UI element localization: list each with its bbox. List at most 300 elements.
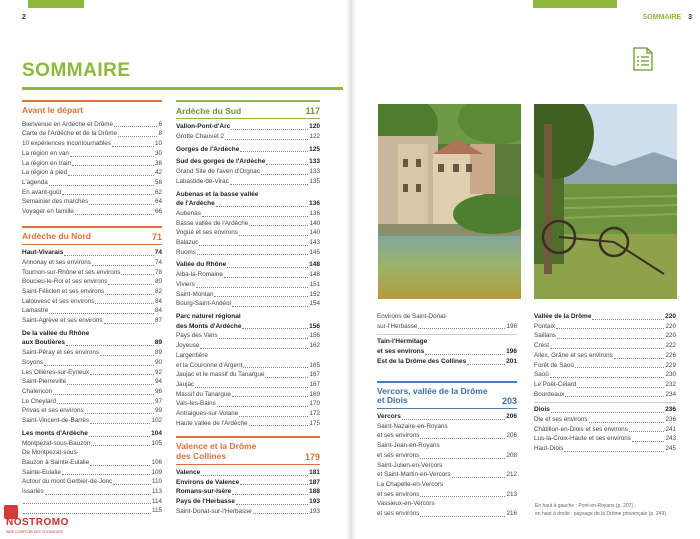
toc-entry[interactable] xyxy=(534,444,676,454)
section-vercors xyxy=(377,381,517,519)
toc-entry-title: Viviers xyxy=(176,280,195,288)
toc-entry[interactable] xyxy=(176,487,320,497)
toc-entry-page: 193 xyxy=(309,498,320,506)
toc-entry-page: 140 xyxy=(309,229,320,237)
section-ardeche-du-sud xyxy=(176,100,320,428)
toc-entry-page: 229 xyxy=(665,361,676,369)
toc-entry-page: 167 xyxy=(309,380,320,388)
photo-pont-en-royans xyxy=(378,104,521,299)
toc-entry-title: 10 expériences incontournables xyxy=(22,140,111,148)
toc-leader-dots xyxy=(266,164,308,165)
toc-entry[interactable] xyxy=(176,270,320,280)
toc-entry-page: 206 xyxy=(506,413,517,421)
top-color-bar xyxy=(533,0,617,8)
toc-leader-dots xyxy=(108,284,154,285)
page-title: SOMMAIRE xyxy=(22,60,131,81)
toc-entry-page: 236 xyxy=(665,406,676,414)
toc-leader-dots xyxy=(104,323,154,324)
nostromo-logo xyxy=(4,505,78,537)
toc-entry-title: Labastide-de-Virac xyxy=(176,177,229,185)
toc-entry-title: Massif du Tanargue xyxy=(176,390,231,398)
running-header-label: SOMMAIRE xyxy=(642,14,682,21)
section-avant-le-depart xyxy=(22,100,162,217)
toc-entry-page: 90 xyxy=(154,358,162,366)
toc-leader-dots xyxy=(249,225,308,226)
toc-entry-title: Lamastre xyxy=(22,307,49,315)
toc-entry[interactable] xyxy=(176,228,320,238)
toc-entry-title: Basse vallée de l'Ardèche xyxy=(176,219,249,227)
toc-entry[interactable] xyxy=(176,390,320,400)
toc-entry[interactable] xyxy=(176,219,320,229)
toc-entry-page: 120 xyxy=(309,123,320,131)
toc-entry[interactable] xyxy=(534,370,676,380)
toc-leader-dots xyxy=(75,214,154,215)
toc-entry[interactable] xyxy=(377,322,517,332)
toc-entry[interactable] xyxy=(176,280,320,290)
toc-entry[interactable] xyxy=(534,361,676,371)
toc-entry[interactable] xyxy=(22,348,162,358)
toc-entry-page: 64 xyxy=(154,198,162,206)
toc-entry-title: Vallée du Rhône xyxy=(176,261,227,269)
toc-entry[interactable] xyxy=(534,322,676,332)
toc-entry[interactable] xyxy=(377,470,517,480)
toc-entry[interactable] xyxy=(176,478,320,488)
toc-entry[interactable] xyxy=(176,248,320,258)
title-rule xyxy=(22,87,343,90)
toc-entry-title: des Monts d'Ardèche xyxy=(176,322,242,330)
toc-leader-dots xyxy=(242,328,308,329)
toc-entry-page: 172 xyxy=(309,410,320,418)
toc-entry-page: 206 xyxy=(506,432,517,440)
toc-entry-page: 110 xyxy=(151,478,162,486)
toc-entry[interactable]: De Montpezat-sous- xyxy=(22,449,79,457)
toc-leader-dots xyxy=(232,494,308,495)
toc-leader-dots xyxy=(232,396,309,397)
toc-entry[interactable] xyxy=(534,380,676,390)
toc-leader-dots xyxy=(214,296,308,297)
toc-entry-title: Est de la Drôme des Collines xyxy=(377,357,467,365)
toc-entry-page: 208 xyxy=(506,451,517,459)
toc-leader-dots xyxy=(201,475,308,476)
toc-entry-title: de l'Ardèche xyxy=(176,200,215,208)
toc-entry[interactable] xyxy=(22,429,162,439)
toc-entry-title: Grotte Chauvet 2 xyxy=(176,133,224,141)
toc-entry-title: Gorges de l'Ardèche xyxy=(176,145,240,153)
toc-entry-page: 106 xyxy=(151,458,162,466)
toc-entry-title: Jaujac et le massif du Tanargue xyxy=(176,371,265,379)
toc-entry[interactable] xyxy=(377,412,517,422)
toc-leader-dots xyxy=(113,484,151,485)
toc-entry[interactable]: Aubenas et la basse vallée xyxy=(176,190,259,198)
toc-leader-dots xyxy=(200,348,308,349)
toc-entry[interactable] xyxy=(176,199,320,209)
toc-entry-page: 113 xyxy=(151,488,162,496)
toc-leader-dots xyxy=(45,494,151,495)
toc-entry[interactable] xyxy=(22,416,162,426)
toc-entry-title: Pontaix xyxy=(534,322,556,330)
toc-entry[interactable]: Vassieux-en-Vercors xyxy=(377,500,435,508)
toc-entry[interactable] xyxy=(176,209,320,219)
toc-entry[interactable]: Environs de Saint-Donat- xyxy=(377,313,448,320)
toc-entry-title: Diois xyxy=(534,406,550,414)
toc-leader-dots xyxy=(614,358,665,359)
toc-entry[interactable] xyxy=(22,358,162,368)
toc-entry[interactable] xyxy=(534,390,676,400)
toc-entry-page: 105 xyxy=(151,439,162,447)
toc-entry[interactable] xyxy=(176,370,320,380)
photo-caption: En haut à gauche : Pont-en-Royans (p. 207) ; en haut à droite : paysage de la Drôme provençale (p. 249). xyxy=(535,503,668,517)
logo-subtitle: WEB COMPTOIR DES VOYAGEURS xyxy=(6,530,63,534)
toc-entry-page: 96 xyxy=(154,387,162,395)
toc-entry[interactable] xyxy=(176,145,320,155)
toc-entry-page: 104 xyxy=(151,429,162,437)
toc-entry-page: 136 xyxy=(309,200,320,208)
toc-entry[interactable] xyxy=(534,331,676,341)
toc-entry[interactable] xyxy=(534,341,676,351)
toc-entry-page: 156 xyxy=(309,322,320,330)
toc-entry[interactable] xyxy=(22,368,162,378)
toc-leader-dots xyxy=(227,267,308,268)
toc-leader-dots xyxy=(239,235,309,236)
toc-entry[interactable] xyxy=(176,290,320,300)
toc-entry-page: 78 xyxy=(154,268,162,276)
toc-entry[interactable] xyxy=(22,377,162,387)
toc-entry[interactable] xyxy=(22,248,162,258)
toc-entry[interactable] xyxy=(534,351,676,361)
toc-entry-page: 201 xyxy=(506,357,517,365)
toc-entry-title: Alba-la-Romaine xyxy=(176,271,223,279)
toc-entry-title: et Saint-Martin-en-Vercors xyxy=(377,471,451,479)
toc-entry-title: Crest xyxy=(534,342,550,350)
toc-leader-dots xyxy=(231,129,308,130)
toc-entry-title: aux Boutières xyxy=(22,339,65,347)
toc-entry-page: 143 xyxy=(309,239,320,247)
toc-leader-dots xyxy=(72,165,154,166)
section-heading: Ardèche du Nord 71 xyxy=(22,232,162,245)
toc-leader-dots xyxy=(420,516,505,517)
toc-entry[interactable] xyxy=(176,419,320,429)
toc-entry-title: Saint-Félicien et ses environs xyxy=(22,287,105,295)
toc-leader-dots xyxy=(265,377,308,378)
toc-entry[interactable] xyxy=(176,497,320,507)
toc-entry-page: 152 xyxy=(309,290,320,298)
toc-entry-title: Bienvenue en Ardèche et Drôme xyxy=(22,120,114,128)
toc-entry[interactable] xyxy=(176,177,320,187)
toc-entry[interactable] xyxy=(377,509,517,519)
toc-entry-title: Saillans xyxy=(534,332,557,340)
toc-entry[interactable] xyxy=(22,258,162,268)
toc-entry[interactable] xyxy=(176,468,320,478)
page-number-left: 2 xyxy=(22,14,26,21)
toc-entry-title: Montpezat-sous-Bauzon xyxy=(22,439,91,447)
toc-entry-page: 58 xyxy=(154,178,162,186)
toc-entry-title: Les monts d'Ardèche xyxy=(22,429,88,437)
toc-leader-dots xyxy=(49,185,154,186)
toc-entry-title: Carte de l'Ardèche et de la Drôme xyxy=(22,130,118,138)
toc-entry[interactable] xyxy=(534,415,676,425)
toc-entry-title: Antraigues-sur-Volane xyxy=(176,410,239,418)
toc-entry-title: Pays de l'Herbasse xyxy=(176,498,235,506)
toc-entry[interactable] xyxy=(176,157,320,167)
toc-entry[interactable] xyxy=(22,297,162,307)
toc-entry-title: Annonay et ses environs xyxy=(22,258,91,266)
toc-entry[interactable]: Saint-Julien-en-Vercors xyxy=(377,461,443,469)
toc-entry-page: 74 xyxy=(154,258,162,266)
toc-entry[interactable]: Saint-Jean-en-Royans xyxy=(377,442,440,450)
toc-entry-page: 136 xyxy=(309,209,320,217)
toc-entry-page: 187 xyxy=(309,478,320,486)
toc-entry[interactable] xyxy=(22,188,162,198)
toc-entry[interactable] xyxy=(22,487,162,497)
toc-entry[interactable] xyxy=(22,316,162,326)
toc-leader-dots xyxy=(243,367,308,368)
toc-entry-page: 193 xyxy=(309,507,320,515)
toc-entry[interactable] xyxy=(377,347,517,357)
toc-entry-page: 30 xyxy=(154,149,162,157)
toc-entry-page: 212 xyxy=(506,471,517,479)
toc-entry-title: Allex, Grâne et ses environs xyxy=(534,351,613,359)
toc-column-4 xyxy=(534,312,676,454)
toc-entry-title: et ses environs xyxy=(377,432,420,440)
toc-leader-dots xyxy=(589,422,665,423)
toc-entry[interactable] xyxy=(176,399,320,409)
toc-leader-dots xyxy=(230,184,309,185)
toc-entry[interactable] xyxy=(176,361,320,371)
toc-entry[interactable] xyxy=(176,132,320,142)
toc-entry[interactable] xyxy=(22,178,162,188)
toc-entry[interactable] xyxy=(377,431,517,441)
toc-entry-page: 245 xyxy=(665,445,676,453)
toc-leader-dots xyxy=(225,139,309,140)
toc-entry-page: 6 xyxy=(158,120,162,128)
toc-entry-page: 232 xyxy=(665,380,676,388)
toc-leader-dots xyxy=(89,204,154,205)
toc-entry[interactable] xyxy=(22,477,162,487)
toc-entry-title: Sud des gorges de l'Ardèche xyxy=(176,158,266,166)
toc-entry-page: 82 xyxy=(154,287,162,295)
toc-leader-dots xyxy=(236,504,308,505)
toc-leader-dots xyxy=(550,348,664,349)
toc-leader-dots xyxy=(551,412,664,413)
toc-entry[interactable] xyxy=(22,197,162,207)
toc-leader-dots xyxy=(121,274,154,275)
toc-leader-dots xyxy=(64,255,153,256)
toc-entry-title: Forêt de Saoû xyxy=(534,361,574,369)
toc-entry[interactable] xyxy=(176,322,320,332)
toc-entry[interactable] xyxy=(22,149,162,159)
toc-entry[interactable] xyxy=(22,439,162,449)
toc-leader-dots xyxy=(240,151,308,152)
toc-entry-page: 165 xyxy=(309,361,320,369)
toc-leader-dots xyxy=(420,496,505,497)
toc-entry-title: et ses environs xyxy=(377,348,425,356)
toc-entry-title: Lus-la-Croix-Haute et ses environs xyxy=(534,435,631,443)
toc-entry[interactable]: Parc naturel régional xyxy=(176,313,241,320)
toc-leader-dots xyxy=(249,425,309,426)
toc-leader-dots xyxy=(90,465,150,466)
toc-entry-page: 99 xyxy=(154,407,162,415)
toc-entry-title: Joyeuse xyxy=(176,342,200,350)
toc-entry-page: 220 xyxy=(665,313,676,320)
toc-entry-title: Valence xyxy=(176,468,201,476)
logo-name: NOSTROMO xyxy=(6,517,69,528)
toc-entry[interactable] xyxy=(22,458,162,468)
toc-entry[interactable] xyxy=(176,380,320,390)
toc-entry-page: 216 xyxy=(506,510,517,518)
toc-entry-page: 226 xyxy=(665,351,676,359)
toc-entry[interactable] xyxy=(22,159,162,169)
toc-leader-dots xyxy=(92,265,154,266)
toc-entry-title: Châtillon-en-Diois et ses environs xyxy=(534,425,628,433)
toc-entry-title: et ses environs xyxy=(377,490,420,498)
toc-entry-page: 220 xyxy=(665,322,676,330)
toc-entry-page: 156 xyxy=(309,332,320,340)
toc-entry-page: 125 xyxy=(309,145,320,153)
toc-entry[interactable] xyxy=(176,299,320,309)
toc-leader-dots xyxy=(91,445,150,446)
toc-leader-dots xyxy=(577,387,664,388)
toc-entry-title: Autour du mont Gerbier-de-Jonc xyxy=(22,478,113,486)
toc-entry-page: 122 xyxy=(309,133,320,141)
toc-leader-dots xyxy=(112,146,154,147)
toc-entry-title: Vallée de la Drôme xyxy=(534,313,592,320)
toc-entry-title: La région en train xyxy=(22,159,72,167)
toc-entry-title: En avant-goût xyxy=(22,188,62,196)
toc-entry-page: 170 xyxy=(309,400,320,408)
toc-entry-title: Privas et ses environs xyxy=(22,407,84,415)
toc-entry-page: 220 xyxy=(665,332,676,340)
toc-entry-page: 102 xyxy=(151,417,162,425)
toc-entry[interactable] xyxy=(22,120,162,130)
toc-entry[interactable] xyxy=(176,238,320,248)
section-heading: Ardèche du Sud 117 xyxy=(176,106,320,119)
toc-entry-title: Saint-Vincent-de-Barrès xyxy=(22,417,90,425)
toc-entry[interactable] xyxy=(22,277,162,287)
toc-entry[interactable] xyxy=(22,306,162,316)
toc-entry-title: La région en van xyxy=(22,149,69,157)
toc-entry-page: 234 xyxy=(665,390,676,398)
toc-entry-title: Bourdeaux xyxy=(534,390,565,398)
toc-leader-dots xyxy=(90,374,154,375)
toc-entry[interactable] xyxy=(22,468,162,478)
toc-entry[interactable] xyxy=(176,409,320,419)
toc-entry-title: Sainte-Eulalie xyxy=(22,468,61,476)
toc-entry[interactable] xyxy=(22,129,162,139)
toc-leader-dots xyxy=(66,345,154,346)
toc-entry-title: Boucieu-le-Roi et ses environs xyxy=(22,278,108,286)
toc-leader-dots xyxy=(95,303,154,304)
toc-entry-page: 154 xyxy=(309,300,320,308)
toc-leader-dots xyxy=(202,216,309,217)
toc-leader-dots xyxy=(85,413,154,414)
toc-entry[interactable] xyxy=(22,139,162,149)
section-ardeche-du-nord xyxy=(22,226,162,516)
toc-entry-title: Haute vallée de l'Ardèche xyxy=(176,419,248,427)
toc-leader-dots xyxy=(197,254,309,255)
toc-entry[interactable] xyxy=(22,338,162,348)
toc-entry[interactable] xyxy=(22,207,162,217)
toc-leader-dots xyxy=(632,441,665,442)
toc-leader-dots xyxy=(70,156,154,157)
document-list-icon xyxy=(632,46,654,72)
toc-leader-dots xyxy=(219,338,309,339)
toc-entry[interactable] xyxy=(534,434,676,444)
toc-entry[interactable] xyxy=(176,341,320,351)
toc-entry[interactable] xyxy=(377,451,517,461)
toc-entry[interactable]: Largentière xyxy=(176,351,208,359)
toc-entry[interactable]: De la vallée du Rhône xyxy=(22,329,90,337)
toc-entry[interactable] xyxy=(22,387,162,397)
toc-entry[interactable] xyxy=(176,167,320,177)
toc-entry-page: 151 xyxy=(309,280,320,288)
toc-entry[interactable] xyxy=(377,490,517,500)
toc-entry[interactable] xyxy=(22,397,162,407)
toc-leader-dots xyxy=(44,365,154,366)
toc-entry-title: Saint-Péray et ses environs xyxy=(22,349,99,357)
toc-entry-page: 62 xyxy=(154,188,162,196)
toc-entry-page: 10 xyxy=(154,140,162,148)
toc-entry-title: Vercors xyxy=(377,413,401,421)
toc-entry[interactable]: Saint-Nazaire-en-Royans xyxy=(377,422,448,430)
toc-entry[interactable] xyxy=(176,507,320,517)
toc-leader-dots xyxy=(90,423,150,424)
toc-entry-title: Ruoms xyxy=(176,248,196,256)
toc-leader-dots xyxy=(467,364,505,365)
toc-entry-title: Chalencon xyxy=(22,387,53,395)
toc-leader-dots xyxy=(452,477,506,478)
toc-entry-page: 66 xyxy=(154,208,162,216)
toc-entry-page: 80 xyxy=(154,278,162,286)
toc-leader-dots xyxy=(550,377,665,378)
toc-leader-dots xyxy=(195,387,308,388)
toc-leader-dots xyxy=(105,294,154,295)
toc-entry-title: Bourg-Saint-Andéol xyxy=(176,300,231,308)
toc-entry[interactable] xyxy=(534,405,676,415)
toc-leader-dots xyxy=(67,384,154,385)
toc-entry-title: Le Cheylard xyxy=(22,397,56,405)
toc-entry-page: 241 xyxy=(665,425,676,433)
section-valence xyxy=(176,436,320,516)
toc-entry-title: Jaujac xyxy=(176,380,195,388)
toc-leader-dots xyxy=(239,416,308,417)
toc-entry[interactable]: La Chapelle-en-Vercors xyxy=(377,480,444,488)
toc-entry[interactable] xyxy=(22,406,162,416)
toc-entry[interactable] xyxy=(534,425,676,435)
toc-entry[interactable] xyxy=(22,287,162,297)
toc-entry-page: 74 xyxy=(154,249,162,257)
toc-entry-title: Haut-Diois xyxy=(534,445,564,453)
toc-leader-dots xyxy=(557,338,664,339)
toc-entry[interactable] xyxy=(176,122,320,132)
toc-leader-dots xyxy=(592,319,664,320)
section-heading: Vercors, vallée de la Drôme et Diois 203 xyxy=(377,387,517,410)
toc-leader-dots xyxy=(240,484,308,485)
toc-leader-dots xyxy=(232,306,309,307)
toc-entry[interactable] xyxy=(534,312,676,322)
toc-entry[interactable] xyxy=(22,268,162,278)
toc-entry[interactable] xyxy=(22,168,162,178)
toc-entry[interactable] xyxy=(377,357,517,367)
toc-entry[interactable]: Tain-l'Hermitage xyxy=(377,338,428,346)
toc-entry-title: Pays des Vans xyxy=(176,332,218,340)
toc-entry[interactable] xyxy=(176,331,320,341)
toc-entry[interactable] xyxy=(176,260,320,270)
toc-entry-page: 243 xyxy=(665,435,676,443)
toc-entry-title: Vogüé et ses environs xyxy=(176,229,238,237)
section-heading: Avant le départ xyxy=(22,105,84,115)
toc-entry-page: 175 xyxy=(309,419,320,427)
toc-entry-page: 135 xyxy=(309,177,320,185)
